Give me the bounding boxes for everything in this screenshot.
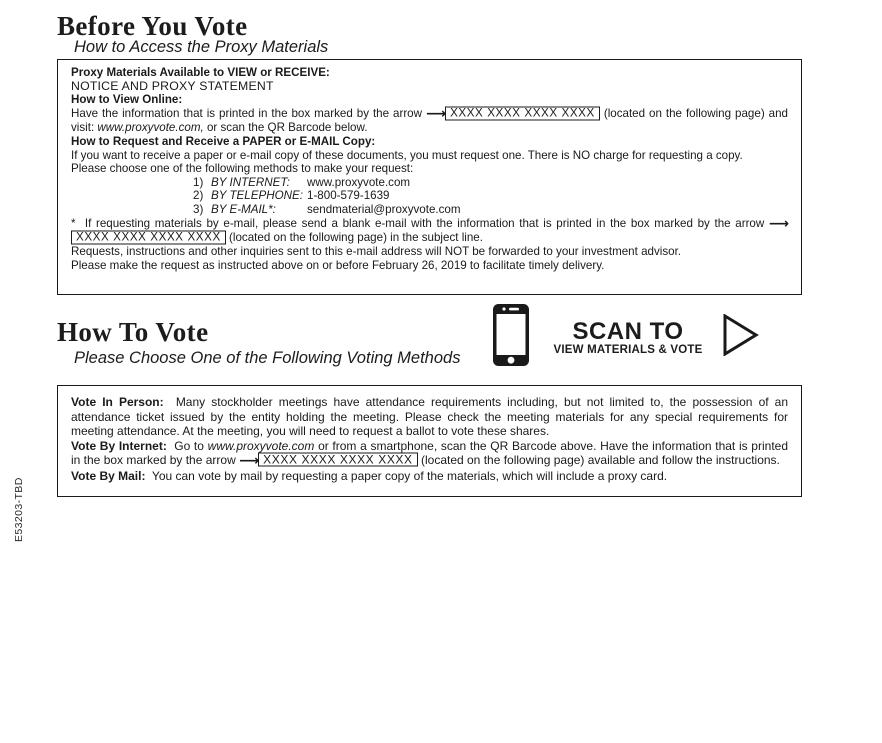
long-arrow-right-icon: ⟶	[239, 453, 259, 470]
view-online-heading: How to View Online:	[71, 93, 183, 107]
scan-banner-text	[543, 317, 713, 356]
long-arrow-right-icon: ⟶	[768, 215, 788, 232]
request-intro-line2: Please choose one of the following methods to make your request:	[71, 162, 414, 176]
control-number-box: XXXX XXXX XXXX XXXX	[258, 453, 417, 467]
vote-in-person-paragraph	[71, 395, 788, 439]
method-row-telephone	[193, 189, 788, 203]
view-online-paragraph	[71, 107, 788, 135]
how-to-vote-title: How To Vote	[57, 317, 209, 347]
before-you-vote-title: Before You Vote	[57, 11, 248, 41]
method-label: BY TELEPHONE:	[211, 189, 303, 203]
advisory-line2: Please make the request as instructed above on or before February 26, 2019 to facilitate timely delivery.	[71, 258, 605, 272]
smartphone-icon	[492, 303, 530, 372]
proxyvote-url: www.proxyvote.com,	[97, 121, 204, 135]
before-you-vote-subtitle: How to Access the Proxy Materials	[74, 38, 329, 56]
vote-by-internet-paragraph	[71, 439, 788, 469]
view-online-after-box: (located on the following page)	[603, 106, 765, 120]
scan-banner-subtitle: VIEW MATERIALS & VOTE	[553, 343, 703, 356]
access-materials-box	[57, 59, 802, 295]
method-label: BY E-MAIL*:	[211, 202, 276, 216]
vote-by-internet-after-box: (located on the following page) available and follow the instructions.	[420, 453, 780, 468]
how-to-vote-subtitle: Please Choose One of the Following Voting Methods	[74, 349, 461, 367]
vote-by-mail-label: Vote By Mail:	[71, 468, 146, 483]
plate-code: E53203-TBD	[13, 477, 25, 542]
method-row-internet	[193, 176, 788, 190]
method-value: 1-800-579-1639	[307, 189, 390, 203]
long-arrow-right-icon: ⟶	[425, 105, 446, 122]
control-number-box: XXXX XXXX XXXX XXXX	[445, 106, 600, 120]
scan-to-vote-banner	[492, 303, 759, 372]
scan-banner-title: SCAN TO	[572, 317, 684, 345]
view-online-end: or scan the QR Barcode below.	[206, 121, 368, 135]
vote-by-internet-mid: or from a smartphone, scan the QR Barcode above. Have the information that is printed in the box marked by the arrow	[71, 438, 788, 468]
request-heading: How to Request and Receive a PAPER or E-MAIL Copy:	[71, 134, 376, 148]
method-number: 3)	[193, 202, 204, 216]
method-label: BY INTERNET:	[211, 175, 290, 189]
request-methods-list	[71, 176, 788, 217]
method-number: 1)	[193, 175, 204, 189]
control-number-box: XXXX XXXX XXXX XXXX	[71, 231, 226, 245]
vote-by-mail-text: You can vote by mail by requesting a paper copy of the materials, which will include a proxy card.	[151, 468, 668, 483]
vote-by-internet-pre: Go to	[174, 438, 204, 453]
method-row-email	[193, 203, 788, 217]
proxyvote-url: www.proxyvote.com	[207, 438, 315, 453]
materials-name: NOTICE AND PROXY STATEMENT	[71, 78, 274, 93]
triangle-right-icon	[723, 314, 759, 361]
method-value: sendmaterial@proxyvote.com	[307, 202, 461, 216]
available-heading: Proxy Materials Available to VIEW or RECEIVE:	[71, 66, 330, 79]
request-intro-line1: If you want to receive a paper or e-mail copy of these documents, you must request one. There is NO charge for requesting a copy.	[71, 148, 743, 162]
view-online-text: Have the information that is printed in the box marked by the arrow	[71, 106, 423, 120]
vote-in-person-text: Many stockholder meetings have attendance requirements including, but not limited to, the possession of an attendance ticket issued by the entity holding the meeting. Please check the meeting materials for any special requirements for meeting attendance. At the meeting, you will need to request a ballot to vote these shares.	[71, 395, 789, 439]
vote-in-person-label: Vote In Person:	[71, 395, 164, 409]
method-value: www.proxyvote.com	[307, 175, 411, 189]
footnote-after-box: (located on the following page) in the subject line.	[229, 231, 483, 245]
footnote-marker: *	[71, 216, 76, 230]
footnote-text: If requesting materials by e-mail, please send a blank e-mail with the information that is printed in the box marked by the arrow	[84, 216, 765, 230]
advisory-line1: Requests, instructions and other inquiries sent to this e-mail address will NOT be forwarded to your investment advisor.	[71, 245, 682, 259]
email-footnote	[71, 217, 788, 246]
vote-by-internet-label: Vote By Internet:	[71, 438, 167, 453]
view-online-visit: and visit:	[71, 106, 788, 135]
voting-methods-box	[57, 385, 802, 497]
method-number: 2)	[193, 189, 204, 203]
vote-by-mail-paragraph	[71, 469, 788, 484]
